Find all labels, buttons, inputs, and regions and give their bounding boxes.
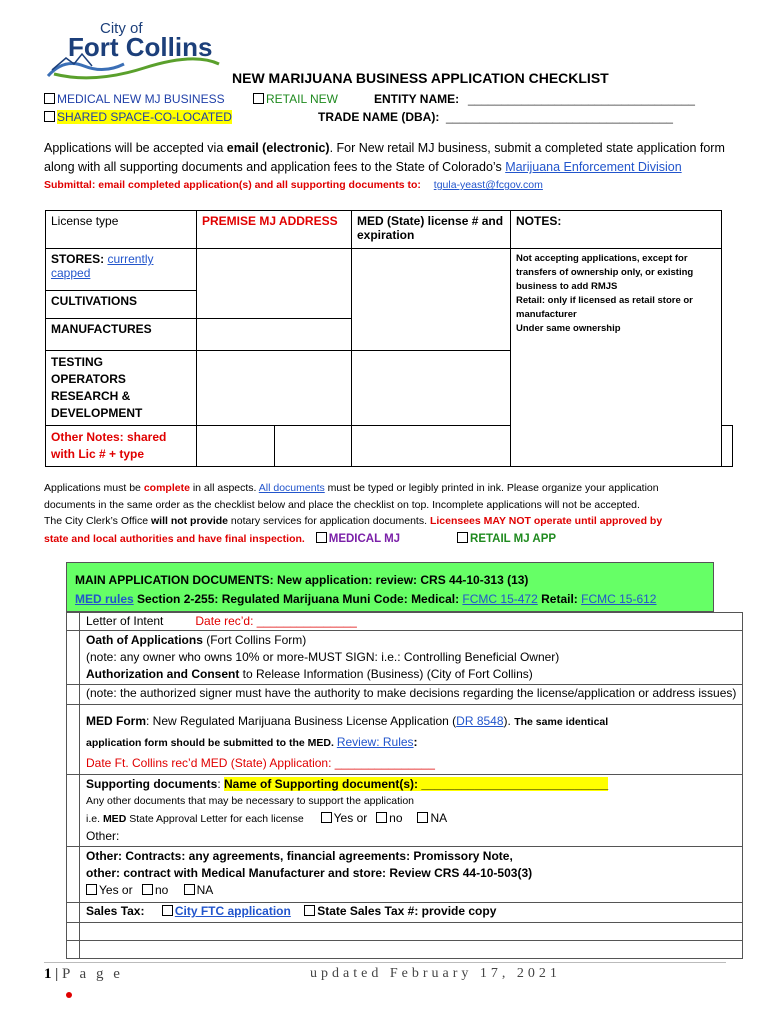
premise-cell[interactable] xyxy=(197,249,352,319)
contracts-line-2: other: contract with Medical Manufacturer and store: Review CRS 44-10-503(3) xyxy=(86,866,533,880)
colon: : xyxy=(413,735,418,749)
med-rules-link[interactable]: MED rules xyxy=(75,592,134,606)
page-label: P a g e xyxy=(62,966,123,982)
check-cell[interactable] xyxy=(67,903,80,923)
state-approval: State Approval Letter for each license xyxy=(126,813,304,825)
intro-email-bold: email (electronic) xyxy=(226,141,330,155)
oath-note: (note: any owner who owns 10% or more-MUST SIGN: i.e.: Controlling Beneficial Owner) xyxy=(86,650,560,664)
footer-rule xyxy=(44,962,726,963)
operators-label: OPERATORS xyxy=(51,372,126,386)
med-license-cell-2[interactable] xyxy=(352,351,511,426)
medical-new-checkbox[interactable] xyxy=(44,92,225,106)
all-documents-link[interactable]: All documents xyxy=(258,482,325,494)
checkbox-box[interactable] xyxy=(304,905,315,916)
cultivations-cell: CULTIVATIONS xyxy=(46,291,197,319)
yes-label: Yes or xyxy=(333,811,368,825)
supporting-row: Supporting documents: Name of Supporting document(s): ____________________________ Any other documents that may be necessary to support the application i.e. MED State Approval Letter for each license Yes or no NA Other: xyxy=(80,775,743,847)
check-cell[interactable] xyxy=(67,613,80,631)
other-label: Other: xyxy=(86,829,120,843)
checkbox-box[interactable] xyxy=(44,111,55,122)
instr-text-2: in all aspects. xyxy=(189,482,259,494)
entity-name-field[interactable]: __________________________________ xyxy=(468,92,695,106)
dr-8548-link[interactable]: DR 8548 xyxy=(456,714,504,728)
no-label: no xyxy=(154,883,169,897)
submittal-text: Submittal: email completed application(s) and all supporting documents to: xyxy=(44,179,421,191)
retail-mj-label: RETAIL MJ APP xyxy=(470,532,557,545)
na-label: NA xyxy=(430,811,448,825)
documents-table xyxy=(66,612,743,959)
instr-text-4: The City Clerk’s Office xyxy=(44,515,151,527)
manufactures-cell: MANUFACTURES xyxy=(46,319,197,351)
state-sales-checkbox[interactable] xyxy=(304,904,496,918)
no-checkbox[interactable] xyxy=(376,811,402,825)
no-checkbox-2[interactable] xyxy=(142,883,168,897)
med-license-cell-3[interactable] xyxy=(352,426,511,467)
retail-note: Retail: only if licensed as retail store or manufacturer xyxy=(516,295,693,320)
page-title: NEW MARIJUANA BUSINESS APPLICATION CHECKLIST xyxy=(232,70,609,86)
checkbox-box[interactable] xyxy=(417,812,428,823)
contracts-row xyxy=(80,847,743,903)
instructions-line-4 xyxy=(44,531,734,548)
supporting-title: Supporting documents xyxy=(86,777,218,791)
shared-type-cell[interactable] xyxy=(274,426,352,467)
entity-name-label: ENTITY NAME: xyxy=(374,92,460,106)
yes-checkbox[interactable] xyxy=(321,811,368,825)
research-label: RESEARCH & xyxy=(51,389,131,403)
notes-text: Not accepting applications, except for transfers of ownership only, or existing business to add RMJS xyxy=(516,253,694,292)
letter-intent-row xyxy=(80,613,743,631)
trade-name-label: TRADE NAME (DBA): xyxy=(318,110,440,124)
instr-text-3: must be typed or legibly printed in ink. Please organize your application xyxy=(324,482,659,494)
testing-label: TESTING xyxy=(51,355,104,369)
na-checkbox[interactable] xyxy=(417,811,447,825)
other-notes-cell: Other Notes: shared with Lic # + type xyxy=(46,426,197,467)
stores-cell xyxy=(46,249,197,291)
letter-intent: Letter of Intent xyxy=(86,614,164,628)
med-license-header: MED (State) license # and expiration xyxy=(352,211,511,249)
med-form-end: ). xyxy=(503,714,515,728)
updated-date: updated February 17, 2021 xyxy=(310,966,561,981)
same-identical: The same identical xyxy=(514,716,609,728)
na-label: NA xyxy=(196,883,214,897)
submittal-line xyxy=(44,179,543,191)
review-rules-link[interactable]: Review: Rules xyxy=(336,735,414,749)
date-recd: Date rec’d: _______________ xyxy=(195,614,357,628)
section-text: Section 2-255: Regulated Marijuana Muni Code: Medical: xyxy=(133,592,463,606)
main-docs-subtitle xyxy=(75,590,705,609)
oath-row xyxy=(80,631,743,685)
notes-header: NOTES: xyxy=(511,211,722,249)
currently-capped-link[interactable]: currently capped xyxy=(51,252,154,280)
retail-text: Retail: xyxy=(537,592,582,606)
contracts-line-1: Other: Contracts: any agreements, financial agreements: Promissory Note, xyxy=(86,849,513,863)
retail-mj-checkbox[interactable] xyxy=(457,533,556,545)
intro-line-1 xyxy=(44,141,725,155)
notes-cell xyxy=(511,249,722,467)
check-cell[interactable] xyxy=(67,685,80,705)
license-type-header: License type xyxy=(46,211,197,249)
checkbox-box[interactable] xyxy=(162,905,173,916)
instr-bold: will not provide xyxy=(150,515,228,527)
instructions xyxy=(44,480,734,547)
fcmc-15-472-link[interactable]: FCMC 15-472 xyxy=(462,592,538,606)
shared-lic-cell[interactable] xyxy=(197,426,275,467)
instr-red-2: state and local authorities and have final inspection. xyxy=(44,532,305,545)
med-division-link[interactable]: Marijuana Enforcement Division xyxy=(505,160,682,174)
supporting-name[interactable]: Name of Supporting document(s): ____________________________ xyxy=(224,777,609,791)
date-ftc-recd: Date Ft. Collins rec’d MED (State) Application: _______________ xyxy=(86,756,435,770)
city-ftc-checkbox[interactable] xyxy=(162,904,291,918)
logo-city-of: City of xyxy=(100,20,143,37)
auth-rest: to Release Information (Business) (City of Fort Collins) xyxy=(239,667,533,681)
checkbox-box[interactable] xyxy=(184,884,195,895)
med-form-row xyxy=(80,705,743,775)
checkbox-box[interactable] xyxy=(457,532,468,543)
na-checkbox-2[interactable] xyxy=(184,883,214,897)
check-cell[interactable] xyxy=(67,631,80,685)
intro-line-2 xyxy=(44,160,682,174)
page-num: 1 xyxy=(44,966,52,982)
auth-note: (note: the authorized signer must have the authority to make decisions regarding the license/application or address issues) xyxy=(80,685,743,705)
checkbox-box[interactable] xyxy=(253,93,264,104)
intro-text-3: along with all supporting documents and application fees to the State of Colorado’s xyxy=(44,160,506,174)
ie-text: i.e. xyxy=(86,813,103,825)
sales-tax-row xyxy=(80,903,743,923)
intro-text: Applications will be accepted via xyxy=(44,141,227,155)
checkbox-box[interactable] xyxy=(376,812,387,823)
check-cell[interactable] xyxy=(67,705,80,775)
same-owner-note: Under same ownership xyxy=(516,323,621,334)
state-sales-label: State Sales Tax #: provide copy xyxy=(317,904,497,918)
page-number: 1 | P a g e xyxy=(44,966,123,982)
logo-fort-collins: Fort Collins xyxy=(68,32,213,62)
instructions-line-2: documents in the same order as the checklist below and place the checklist on top. Incomplete applications will not be accepted. xyxy=(44,498,640,511)
check-cell[interactable] xyxy=(67,847,80,903)
submittal-email-link[interactable]: tgula-yeast@fcgov.com xyxy=(433,179,543,191)
premise-cell-2[interactable] xyxy=(197,319,352,351)
fcmc-15-612-link[interactable]: FCMC 15-612 xyxy=(581,592,657,606)
shared-space-label: SHARED SPACE-CO-LOCATED xyxy=(57,110,232,124)
instr-red: Licensees MAY NOT operate until approved by xyxy=(429,515,663,527)
checkbox-box[interactable] xyxy=(86,884,97,895)
instr-complete: complete xyxy=(143,482,190,494)
auth-title: Authorization and Consent xyxy=(86,667,240,681)
city-ftc-link[interactable]: City FTC application xyxy=(174,904,291,918)
testing-cell xyxy=(46,351,197,426)
development-label: DEVELOPMENT xyxy=(51,406,143,420)
retail-new-checkbox[interactable] xyxy=(253,92,338,106)
yes-checkbox-2[interactable] xyxy=(86,883,133,897)
same-identical-2: application form should be submitted to the MED. xyxy=(86,737,337,749)
bullet-icon xyxy=(66,992,72,998)
premise-cell-3[interactable] xyxy=(197,351,352,426)
med-bold: MED xyxy=(102,813,127,825)
stores-label: STORES: xyxy=(51,252,108,266)
notes-cell-2[interactable] xyxy=(722,426,733,467)
med-license-cell[interactable] xyxy=(352,249,511,351)
medical-mj-checkbox[interactable] xyxy=(316,533,400,545)
premise-header: PREMISE MJ ADDRESS xyxy=(197,211,352,249)
med-form-title: MED Form xyxy=(86,714,146,728)
check-cell[interactable] xyxy=(67,941,80,959)
intro-text-2: . For New retail MJ business, submit a completed state application form xyxy=(329,141,725,155)
instr-text: Applications must be xyxy=(44,482,144,494)
instructions-line-3 xyxy=(44,513,734,530)
checkbox-box[interactable] xyxy=(142,884,153,895)
sales-tax-label: Sales Tax: xyxy=(86,904,145,918)
main-docs-header xyxy=(66,562,714,612)
check-cell[interactable] xyxy=(67,775,80,847)
empty-row[interactable] xyxy=(80,923,743,941)
main-docs-title: MAIN APPLICATION DOCUMENTS: New application: review: CRS 44-10-313 (13) xyxy=(75,573,529,587)
shared-space-checkbox[interactable] xyxy=(44,110,232,124)
checkbox-box[interactable] xyxy=(316,532,327,543)
check-cell[interactable] xyxy=(67,923,80,941)
any-other-docs: Any other documents that may be necessary to support the application xyxy=(86,795,415,807)
city-logo xyxy=(44,20,224,82)
yes-label: Yes or xyxy=(99,883,133,897)
instructions-line-1 xyxy=(44,480,734,497)
oath-rest: (Fort Collins Form) xyxy=(202,633,307,647)
trade-name-field[interactable]: __________________________________ xyxy=(446,110,673,124)
oath-title: Oath of Applications xyxy=(86,633,203,647)
empty-row[interactable] xyxy=(80,941,743,959)
retail-new-label: RETAIL NEW xyxy=(266,92,339,106)
medical-mj-label: MEDICAL MJ xyxy=(328,532,401,545)
no-label: no xyxy=(389,811,403,825)
checkbox-box[interactable] xyxy=(321,812,332,823)
license-table xyxy=(45,210,733,467)
instr-text-5: notary services for application documents. xyxy=(228,515,430,527)
checkbox-box[interactable] xyxy=(44,93,55,104)
med-form-rest: : New Regulated Marijuana Business License Application ( xyxy=(146,714,457,728)
medical-new-label: MEDICAL NEW MJ BUSINESS xyxy=(57,92,225,106)
